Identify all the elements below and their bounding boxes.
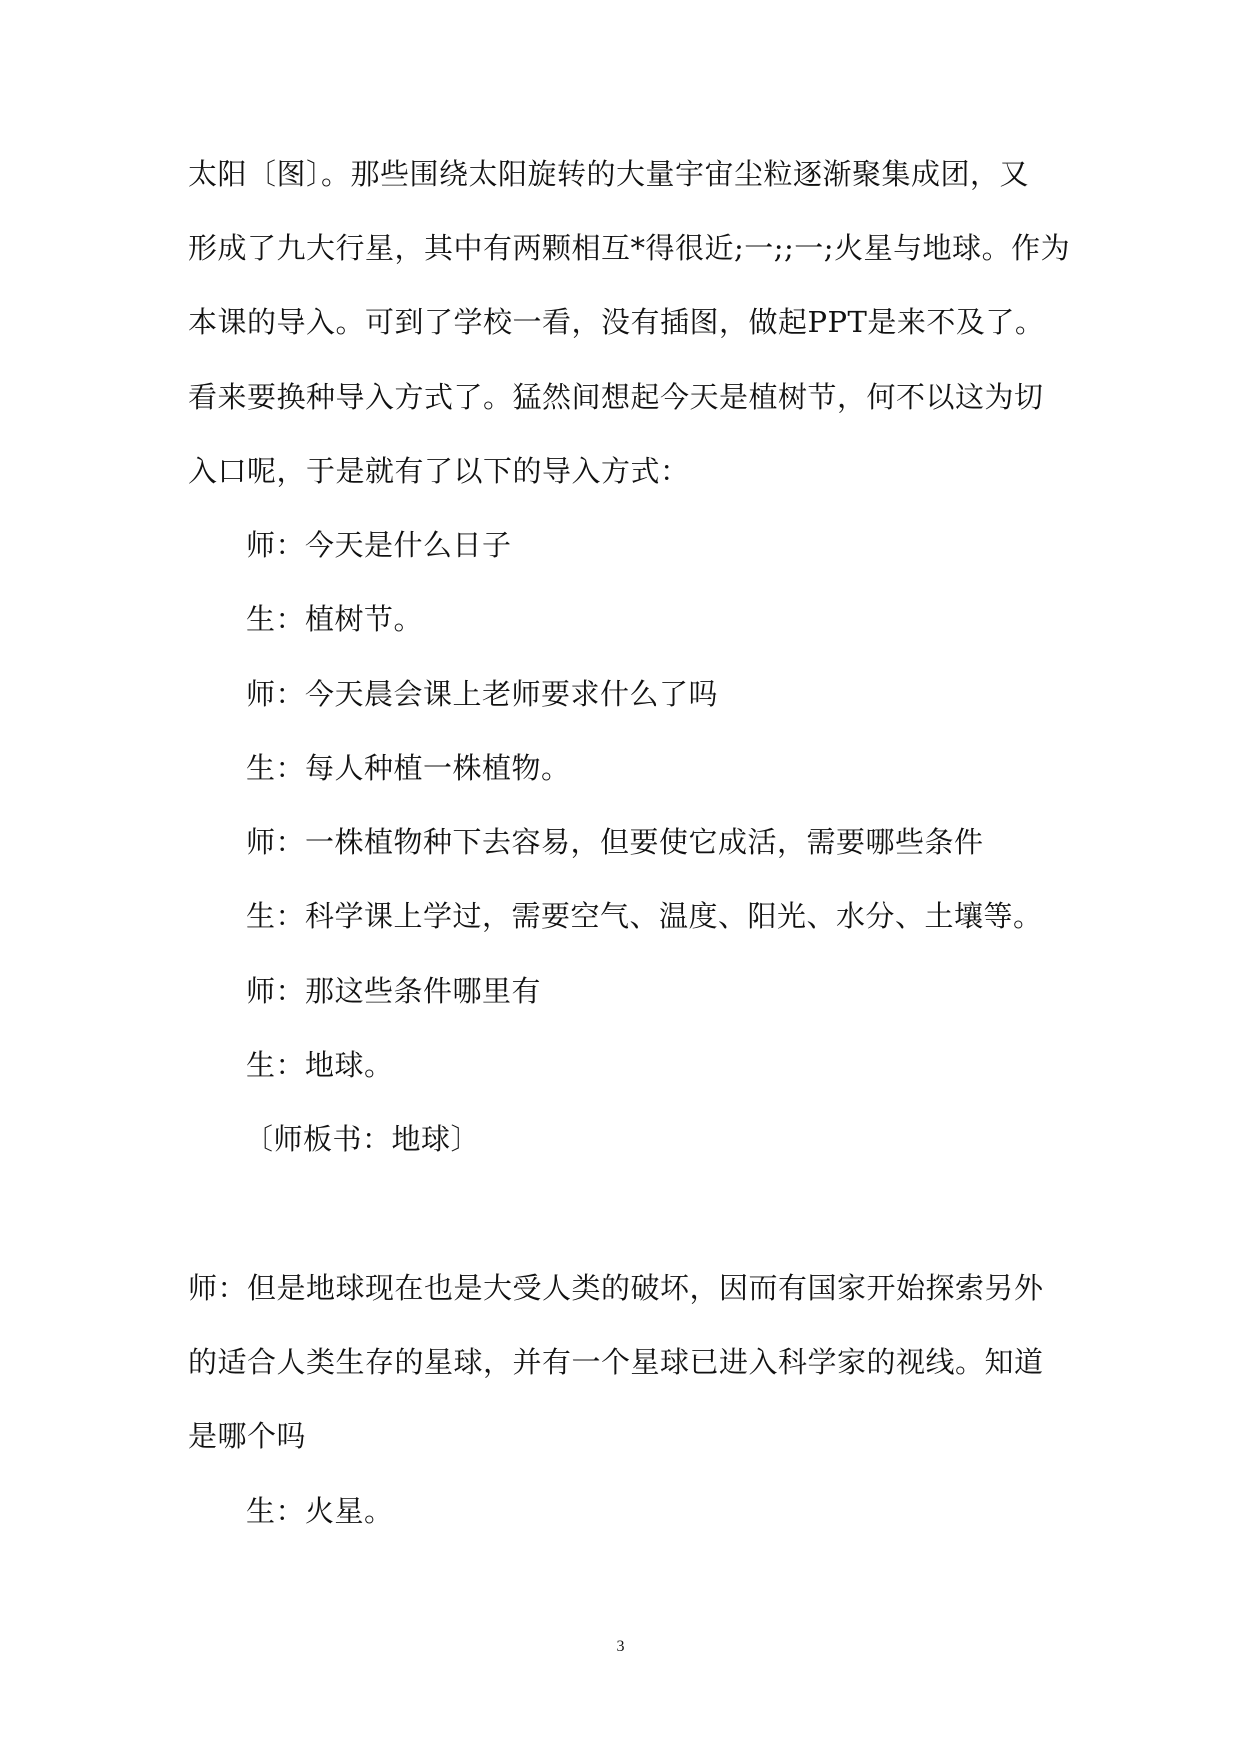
dialogue-student-1: 生：植树节。 [246,602,424,636]
dialogue-student-4: 生：地球。 [246,1048,394,1082]
teacher-paragraph-line-3: 是哪个吗 [188,1419,307,1453]
dialogue-teacher-4: 师：那这些条件哪里有 [246,974,542,1008]
teacher-paragraph-line-1: 师：但是地球现在也是大受人类的破坏，因而有国家开始探索另外 [188,1271,1044,1305]
dialogue-student-3: 生：科学课上学过，需要空气、温度、阳光、水分、土壤等。 [246,899,1043,933]
paragraph-line-5: 入口呢，于是就有了以下的导入方式： [188,454,690,488]
dialogue-teacher-2: 师：今天晨会课上老师要求什么了吗 [246,677,719,711]
paragraph-line-2: 形成了九大行星，其中有两颗相互*得很近;一;;一;火星与地球。作为 [188,231,1071,265]
page-number: 3 [616,1638,625,1655]
board-note: 〔师板书：地球〕 [244,1122,481,1156]
dialogue-student-2: 生：每人种植一株植物。 [246,751,571,785]
dialogue-teacher-3: 师：一株植物种下去容易，但要使它成活，需要哪些条件 [246,825,984,859]
paragraph-line-3: 本课的导入。可到了学校一看，没有插图，做起PPT是来不及了。 [188,305,1045,339]
dialogue-student-5: 生：火星。 [246,1494,394,1528]
paragraph-line-1: 太阳〔图〕。那些围绕太阳旋转的大量宇宙尘粒逐渐聚集成团，又 [188,157,1030,191]
dialogue-teacher-1: 师：今天是什么日子 [246,528,512,562]
teacher-paragraph-line-2: 的适合人类生存的星球，并有一个星球已进入科学家的视线。知道 [188,1345,1044,1379]
paragraph-line-4: 看来要换种导入方式了。猛然间想起今天是植树节，何不以这为切 [188,380,1044,414]
